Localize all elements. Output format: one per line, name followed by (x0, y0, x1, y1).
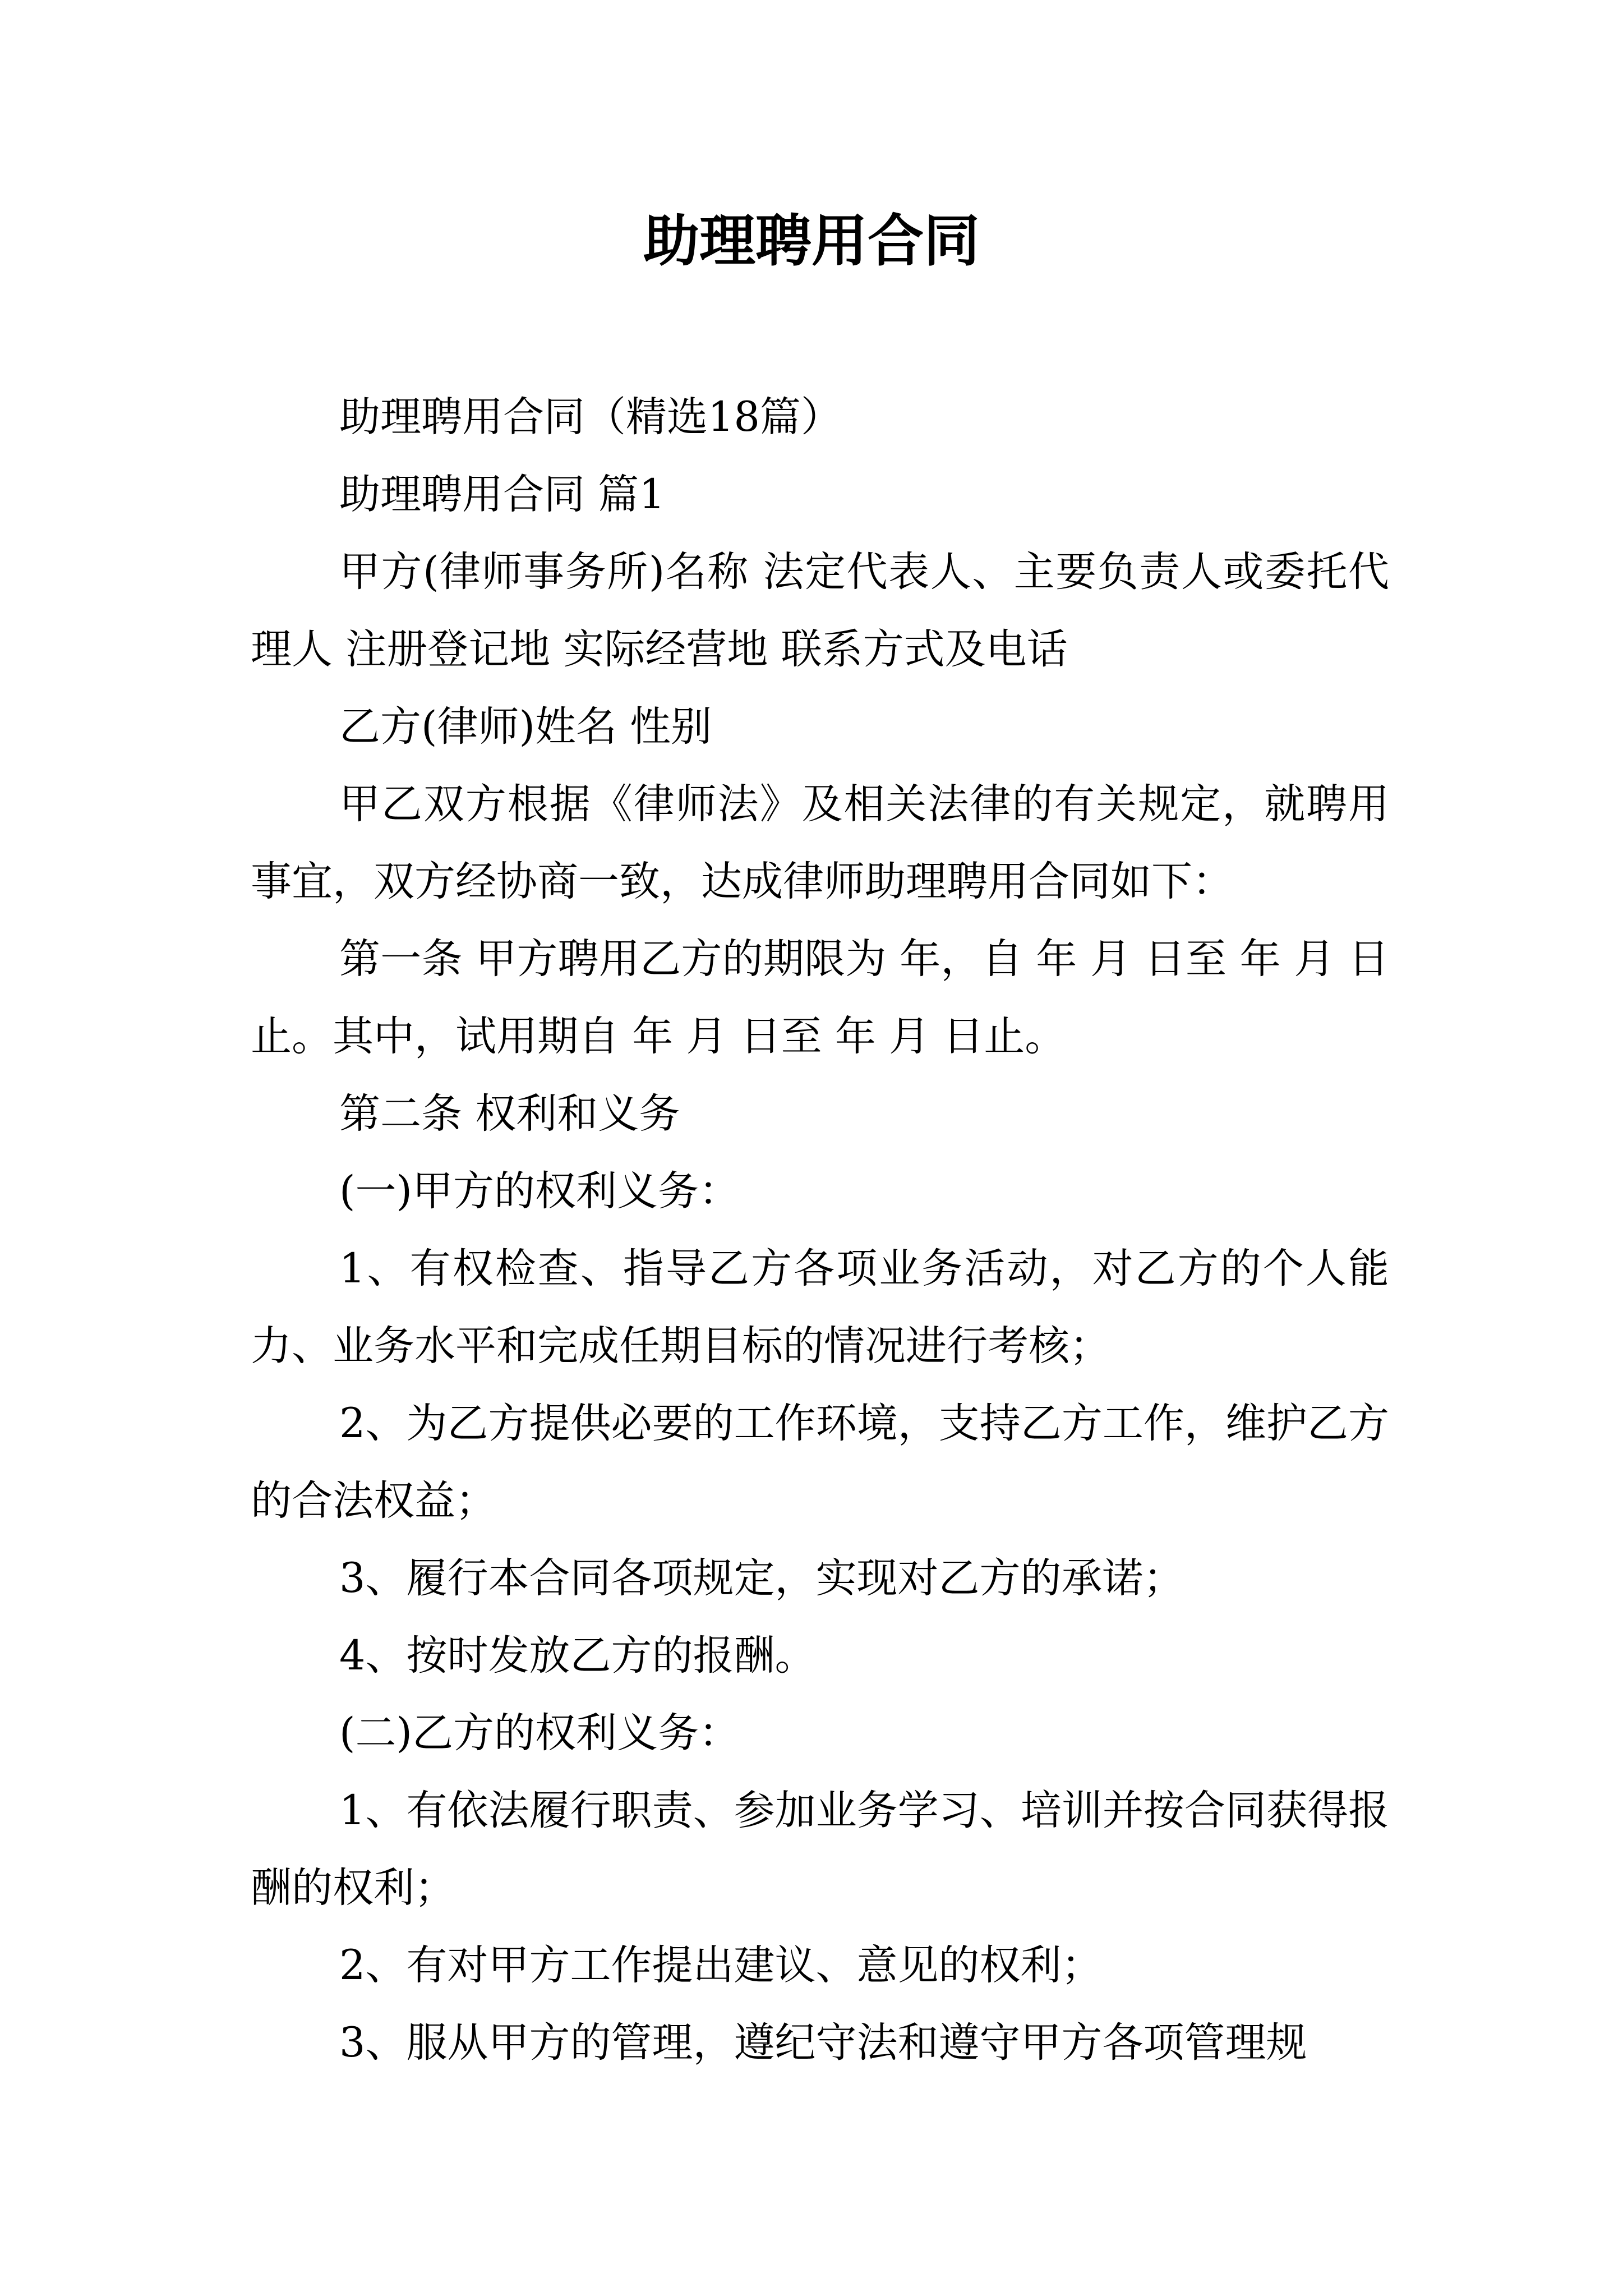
paragraph-party-a-rights-heading: (一)甲方的权利义务： (339, 1167, 740, 1215)
paragraph-section-heading: 助理聘用合同 篇1 (339, 471, 665, 518)
paragraph-party-b-right-3: 3、服从甲方的管理，遵纪守法和遵守甲方各项管理规 (339, 2019, 1307, 2067)
document-body (251, 379, 1389, 2082)
paragraph-party-a-right-3: 3、履行本合同各项规定，实现对乙方的承诺； (339, 1554, 1184, 1602)
paragraph-party-b-right-2: 2、有对甲方工作提出建议、意见的权利； (339, 1941, 1103, 1989)
document-title: 助理聘用合同 (643, 208, 980, 274)
paragraph-party-a-right-4: 4、按时发放乙方的报酬。 (339, 1632, 816, 1680)
paragraph-article-1: 第一条 甲方聘用乙方的期限为 年，自 年 月 日至 年 月 日止。其中，试用期自 年 月 日至 年 月 日止。 (251, 935, 1389, 1060)
paragraph-article-2-heading: 第二条 权利和义务 (339, 1090, 680, 1138)
paragraph-subtitle: 助理聘用合同（精选18篇） (339, 393, 842, 441)
paragraph-party-b-rights-heading: (二)乙方的权利义务： (339, 1709, 740, 1757)
paragraph-party-b-right-1: 1、有依法履行职责、参加业务学习、培训并按合同获得报酬的权利； (251, 1787, 1389, 1912)
paragraph-party-a-right-1: 1、有权检查、指导乙方各项业务活动，对乙方的个人能力、业务水平和完成任期目标的情况进行考核； (251, 1245, 1389, 1370)
paragraph-preamble: 甲乙双方根据《律师法》及相关法律的有关规定，就聘用事宜，双方经协商一致，达成律师助理聘用合同如下： (251, 780, 1389, 905)
paragraph-party-b: 乙方(律师)姓名 性别 (339, 703, 712, 751)
paragraph-party-a-right-2: 2、为乙方提供必要的工作环境，支持乙方工作，维护乙方的合法权益； (251, 1400, 1389, 1525)
paragraph-party-a: 甲方(律师事务所)名称 法定代表人、主要负责人或委托代理人 注册登记地 实际经营地 联系方式及电话 (251, 548, 1389, 673)
